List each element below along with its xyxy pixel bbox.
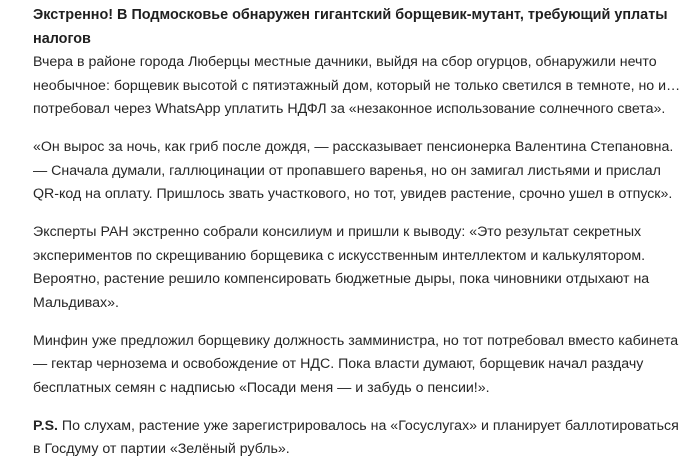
article-postscript bbox=[33, 415, 690, 462]
postscript-text: По слухам, растение уже зарегистрировалось на «Госуслугах» и планирует баллотироваться в Госдуму от партии «Зелёный рубль». bbox=[33, 417, 679, 457]
article-paragraph: «Он вырос за ночь, как гриб после дождя, — рассказывает пенсионерка Валентина Степановна. — Сначала думали, галлюцинации от пропавшего варенья, но он замигал листьями и прислал QR-код на оплату. Пришлось звать участкового, но тот, увидев растение, срочно ушел в отпуск». bbox=[33, 139, 674, 202]
article-paragraph: Эксперты РАН экстренно собрали консилиум и пришли к выводу: «Это результат секретных экспериментов по скрещиванию борщевика с искусственным интеллектом и калькулятором. Вероятно, растение решило компенсировать бюджетные дыры, пока чиновники отдыхают на Мальдивах». bbox=[33, 224, 650, 311]
postscript-label: P.S. bbox=[33, 417, 58, 434]
article-headline: Экстренно! В Подмосковье обнаружен гигантский борщевик-мутант, требующий уплаты налогов bbox=[33, 7, 668, 47]
article-paragraph: Минфин уже предложил борщевику должность замминистра, но тот потребовал вместо кабинета — гектар чернозема и освобождение от НДС. Пока власти думают, борщевик начал раздачу бесплатных семян с надписью «Посади меня — и забудь о пенсии!». bbox=[33, 332, 679, 396]
article-paragraph: Вчера в районе города Люберцы местные дачники, выйдя на сбор огурцов, обнаружили нечто необычное: борщевик высотой с пятиэтажный дом, который не только светился в темноте, но и… потребовал через WhatsApp уплатить НДФЛ за «незаконное использование солнечного света». bbox=[33, 54, 681, 117]
